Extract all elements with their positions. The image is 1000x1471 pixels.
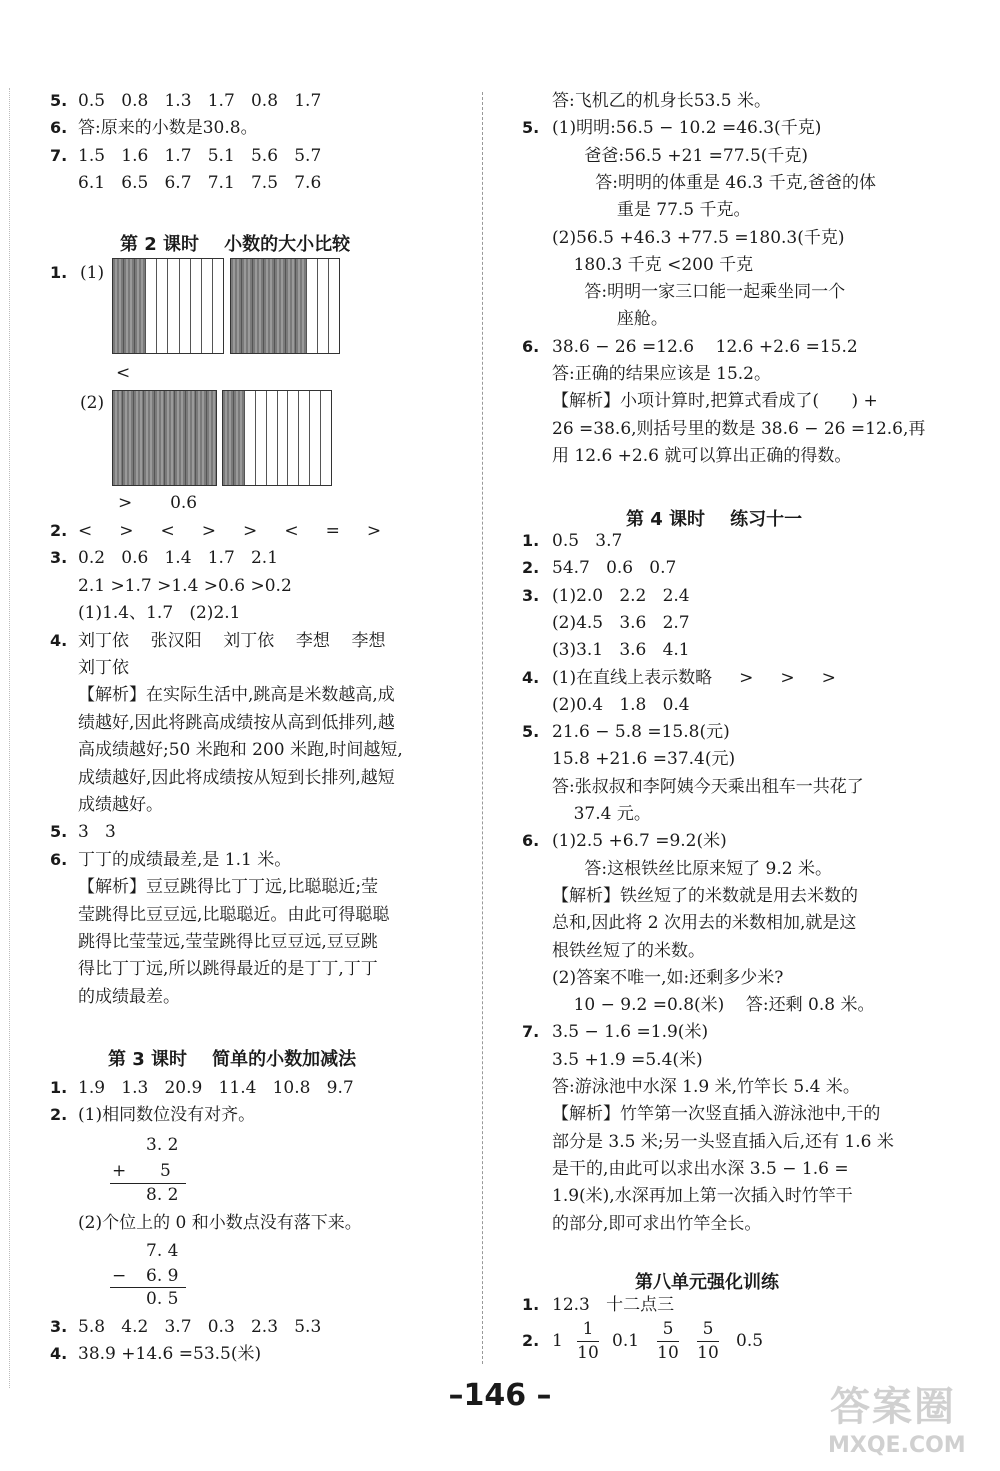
answer-text: 54.7 0.6 0.7 <box>552 558 677 579</box>
answer-text: 【解析】铁丝短了的米数就是用去米数的 <box>552 885 858 906</box>
answer-text: 1 <box>552 1331 563 1351</box>
answer-text: 成绩越好。 <box>78 795 163 815</box>
grid-strip <box>234 391 245 485</box>
grid-strip <box>329 259 339 353</box>
answer-text: 刘丁依 张汉阳 刘丁依 李想 李想 <box>78 630 386 651</box>
section-heading: 第 2 课时 小数的大小比较 <box>120 234 351 255</box>
answer-text: 180.3 千克 <200 千克 <box>552 254 754 275</box>
grid-strip <box>288 391 299 485</box>
answer-text: 答:飞机乙的机身长53.5 米。 <box>552 91 771 111</box>
calc-operand: 5 <box>160 1161 171 1181</box>
fraction-bar <box>657 1341 679 1342</box>
grid-strip <box>264 259 275 353</box>
answer-text: 答:正确的结果应该是 15.2。 <box>552 364 771 384</box>
answer-text: (1)2.0 2.2 2.4 <box>552 585 690 606</box>
answer-text: (2)个位上的 0 和小数点没有落下来。 <box>78 1213 362 1233</box>
section-heading: 第八单元强化训练 <box>635 1272 779 1293</box>
answer-text: 1.9 1.3 20.9 11.4 10.8 9.7 <box>78 1078 354 1098</box>
answer-text: 37.4 元。 <box>552 804 651 824</box>
answer-text: 根铁丝短了的米数。 <box>552 940 705 961</box>
grid-strip <box>135 259 146 353</box>
grid-strip <box>123 391 133 485</box>
calc-result: 8. 2 <box>146 1185 179 1205</box>
answer-text: 21.6 − 5.8 =15.8(元) <box>552 722 730 743</box>
answer-text: 总和,因此将 2 次用去的米数相加,就是这 <box>552 913 857 934</box>
answer-text: 15.8 +21.6 =37.4(元) <box>552 749 736 770</box>
grid-strip <box>157 259 168 353</box>
answer-text: 成绩越好,因此将成绩按从短到长排列,越短 <box>78 767 395 788</box>
answer-text: (1)1.4、1.7 (2)2.1 <box>78 603 241 624</box>
answer-text: 5.8 4.2 3.7 0.3 2.3 5.3 <box>78 1317 322 1337</box>
grid-strip <box>134 391 144 485</box>
grid-strip <box>165 391 175 485</box>
answer-text: 3.5 − 1.6 =1.9(米) <box>552 1022 709 1043</box>
question-number: 5. <box>522 722 540 742</box>
section-heading: 第 4 课时 练习十一 <box>626 509 803 530</box>
page-edge-dots <box>9 88 10 1388</box>
grid-strip <box>191 259 202 353</box>
answer-text: 的成绩最差。 <box>78 986 180 1007</box>
question-number: 2. <box>522 1331 540 1350</box>
answer-text: 1.5 1.6 1.7 5.1 5.6 5.7 <box>78 145 322 166</box>
question-number: 6. <box>50 118 68 138</box>
question-number: 1. <box>522 1295 540 1314</box>
watermark-url: MXQE.COM <box>828 1433 966 1458</box>
answer-text: 答:明明的体重是 46.3 千克,爸爸的体 <box>552 172 877 193</box>
answer-text: 6.1 6.5 6.7 7.1 7.5 7.6 <box>78 172 322 193</box>
answer-text: 10 − 9.2 =0.8(米) 答:还剩 0.8 米。 <box>552 995 875 1016</box>
answer-text: 答:明明一家三口能一起乘坐同一个 <box>552 282 846 303</box>
fraction-numerator: 5 <box>702 1319 714 1339</box>
question-number: 2. <box>522 558 540 578</box>
grid-strip <box>186 391 196 485</box>
answer-text: 0.1 <box>612 1331 640 1351</box>
question-number: 5. <box>50 822 68 842</box>
fraction-numerator: 1 <box>582 1319 594 1339</box>
grid-strip <box>286 259 297 353</box>
question-number: 1. <box>522 531 540 550</box>
grid-strip <box>310 391 321 485</box>
grid-strip <box>253 259 264 353</box>
part-label: (2) <box>80 393 105 413</box>
question-number: 1. <box>50 1078 68 1097</box>
question-number: 5. <box>522 118 540 138</box>
answer-text: 3.5 +1.9 =5.4(米) <box>552 1049 703 1070</box>
grid-strip <box>318 259 329 353</box>
answer-text: 绩越好,因此将跳高成绩按从高到低排列,越 <box>78 712 395 733</box>
answer-text: (2)56.5 +46.3 +77.5 =180.3(千克) <box>552 227 845 248</box>
answer-text: 38.6 − 26 =12.6 12.6 +2.6 =15.2 <box>552 336 858 357</box>
answer-text: 【解析】竹竿第一次竖直插入游泳池中,干的 <box>552 1104 881 1125</box>
answer-text: 答:原来的小数是30.8。 <box>78 118 258 139</box>
answer-text: 【解析】在实际生活中,跳高是米数越高,成 <box>78 685 395 706</box>
grid-strip <box>146 259 157 353</box>
question-number: 4. <box>50 1344 68 1363</box>
answer-text: 答:游泳池中水深 1.9 米,竹竿长 5.4 米。 <box>552 1077 860 1097</box>
page-number: –146 – <box>448 1378 552 1413</box>
answer-text: 1.9(米),水深再加上第一次插入时竹竿干 <box>552 1186 853 1207</box>
answer-text: 答:这根铁丝比原来短了 9.2 米。 <box>552 858 832 879</box>
answer-text: 38.9 +14.6 =53.5(米) <box>78 1344 262 1364</box>
grid-strip <box>213 259 223 353</box>
answer-text: (1)在直线上表示数略 > > > <box>552 667 836 688</box>
answer-text: 3 3 <box>78 822 116 843</box>
answer-text: 得比丁丁远,所以跳得最近的是丁丁,丁丁 <box>78 959 378 980</box>
grid-strip <box>245 391 256 485</box>
question-number: 6. <box>522 831 540 851</box>
watermark-text: 答案圈 <box>830 1384 956 1430</box>
compare-sign: < <box>116 363 131 383</box>
answer-text: (3)3.1 3.6 4.1 <box>552 640 690 661</box>
answer-text: 0.5 0.8 1.3 1.7 0.8 1.7 <box>78 91 322 111</box>
answer-text: (1)相同数位没有对齐。 <box>78 1105 256 1126</box>
question-number: 7. <box>522 1022 540 1042</box>
answer-text: < > < > > < = > <box>78 521 382 541</box>
answer-text: 0.5 3.7 <box>552 531 623 551</box>
answer-text: > 0.6 <box>118 493 198 513</box>
grid-diagram-1a <box>112 258 224 354</box>
answer-text: 座舱。 <box>552 309 668 330</box>
answer-text: 26 =38.6,则括号里的数是 38.6 − 26 =12.6,再 <box>552 418 926 439</box>
answer-text: 【解析】小项计算时,把算式看成了( ) + <box>552 391 878 412</box>
answer-text: 刘丁依 <box>78 658 129 678</box>
grid-strip <box>155 391 165 485</box>
question-number: 2. <box>50 1105 68 1125</box>
question-number: 3. <box>50 1317 68 1336</box>
grid-strip <box>256 391 267 485</box>
answer-text: 答:张叔叔和李阿姨今天乘出租车一共花了 <box>552 776 864 797</box>
grid-strip <box>168 259 179 353</box>
question-number: 5. <box>50 91 68 110</box>
answer-text: 0.5 <box>736 1331 764 1351</box>
question-number: 6. <box>522 336 540 356</box>
grid-diagram-2a <box>112 390 217 486</box>
answer-text: 12.3 十二点三 <box>552 1295 675 1315</box>
answer-text: 莹跳得比豆豆远,比聪聪近。由此可得聪聪 <box>78 904 390 925</box>
grid-strip <box>180 259 191 353</box>
grid-strip <box>307 259 318 353</box>
grid-strip <box>113 391 123 485</box>
answer-text: 的部分,即可求出竹竿全长。 <box>552 1213 762 1234</box>
grid-strip <box>275 259 286 353</box>
fraction-numerator: 5 <box>662 1319 674 1339</box>
question-number: 1. <box>50 263 68 282</box>
answer-text: 0.2 0.6 1.4 1.7 2.1 <box>78 548 279 569</box>
question-number: 4. <box>522 667 540 687</box>
fraction-denominator: 10 <box>697 1343 719 1363</box>
grid-strip <box>267 391 278 485</box>
calc-operand: 3. 2 <box>146 1135 179 1155</box>
grid-strip <box>321 391 331 485</box>
answer-text: 用 12.6 +2.6 就可以算出正确的得数。 <box>552 445 852 466</box>
grid-strip <box>223 391 234 485</box>
grid-strip <box>202 259 213 353</box>
answer-text: (1)2.5 +6.7 =9.2(米) <box>552 831 727 852</box>
answer-text: (2)答案不唯一,如:还剩多少米? <box>552 967 784 988</box>
grid-diagram-2b <box>222 390 332 486</box>
question-number: 4. <box>50 630 68 650</box>
fraction-bar <box>577 1341 599 1342</box>
answer-text: 丁丁的成绩最差,是 1.1 米。 <box>78 849 292 870</box>
calc-operand: 7. 4 <box>146 1241 179 1261</box>
answer-text: 是干的,由此可以求出水深 3.5 − 1.6 = <box>552 1158 849 1179</box>
grid-diagram-1b <box>230 258 340 354</box>
calc-result: 0. 5 <box>146 1289 179 1309</box>
answer-text: (2)0.4 1.8 0.4 <box>552 694 690 715</box>
answer-text: 高成绩越好;50 米跑和 200 米跑,时间越短, <box>78 740 403 761</box>
answer-text: 【解析】豆豆跳得比丁丁远,比聪聪近;莹 <box>78 877 379 898</box>
column-divider <box>482 92 483 1364</box>
grid-strip <box>231 259 242 353</box>
answer-text: 跳得比莹莹远,莹莹跳得比豆豆远,豆豆跳 <box>78 932 378 952</box>
watermark-logo <box>820 1375 992 1467</box>
grid-strip <box>296 259 307 353</box>
answer-text: (2)4.5 3.6 2.7 <box>552 612 690 633</box>
grid-strip <box>175 391 185 485</box>
grid-strip <box>242 259 253 353</box>
grid-strip <box>299 391 310 485</box>
fraction-denominator: 10 <box>657 1343 679 1363</box>
question-number: 6. <box>50 849 68 869</box>
calc-operand: 6. 9 <box>146 1266 179 1286</box>
calc-operator: + <box>112 1161 127 1181</box>
grid-strip <box>196 391 206 485</box>
fraction-denominator: 10 <box>577 1343 599 1363</box>
grid-strip <box>278 391 289 485</box>
fraction-bar <box>697 1341 719 1342</box>
answer-text: (1)明明:56.5 − 10.2 =46.3(千克) <box>552 118 822 139</box>
question-number: 3. <box>522 585 540 605</box>
grid-strip <box>207 391 216 485</box>
answer-text: 部分是 3.5 米;另一头竖直插入后,还有 1.6 米 <box>552 1131 894 1152</box>
part-label: (1) <box>80 263 105 283</box>
section-heading: 第 3 课时 简单的小数加减法 <box>108 1049 357 1070</box>
question-number: 7. <box>50 145 68 165</box>
calc-operator: − <box>112 1266 127 1286</box>
question-number: 2. <box>50 521 68 540</box>
answer-text: 重是 77.5 千克。 <box>552 200 751 221</box>
grid-strip <box>144 391 154 485</box>
question-number: 3. <box>50 548 68 568</box>
grid-strip <box>124 259 135 353</box>
answer-text: 爸爸:56.5 +21 =77.5(千克) <box>552 145 809 166</box>
grid-strip <box>113 259 124 353</box>
answer-text: 2.1 >1.7 >1.4 >0.6 >0.2 <box>78 575 292 596</box>
